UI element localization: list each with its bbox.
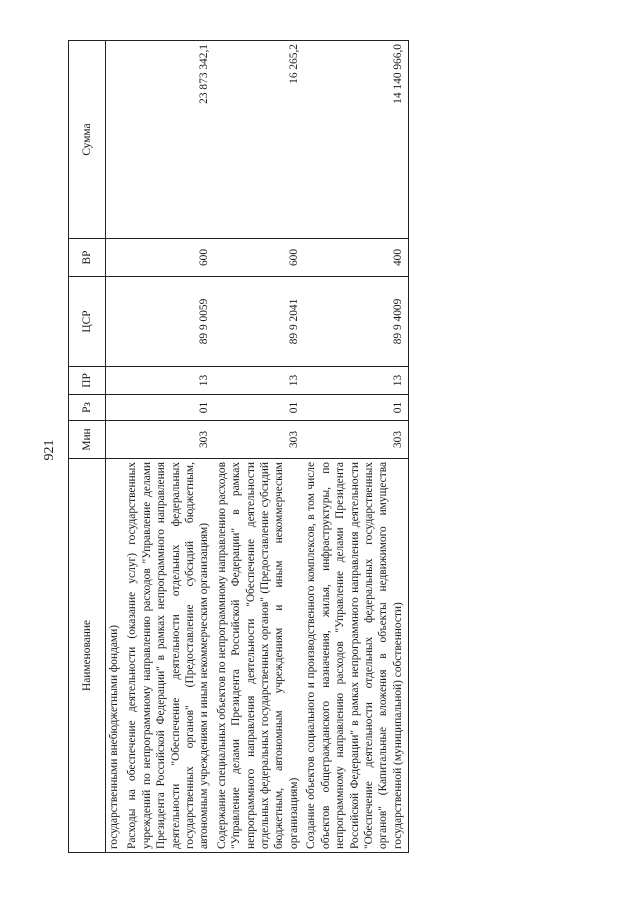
table-row xyxy=(304,41,408,853)
header-min: Мин xyxy=(69,421,106,459)
row-rz: 01 xyxy=(215,395,304,421)
row-pr: 13 xyxy=(304,367,408,395)
row-sum xyxy=(106,41,126,239)
header-row xyxy=(69,41,106,853)
row-sum: 23 873 342,1 xyxy=(125,41,214,239)
header-sum: Сумма xyxy=(69,41,106,239)
page-number: 921 xyxy=(42,439,57,461)
row-pr: 13 xyxy=(215,367,304,395)
header-vr: ВР xyxy=(69,239,106,277)
header-rz: Рз xyxy=(69,395,106,421)
row-csr: 89 9 2041 xyxy=(215,277,304,367)
row-min: 303 xyxy=(215,421,304,459)
row-name: Содержание специальных объектов по непрограммному направлению расходов "Управление делами Президента Российской Федерации" в рамках непрограммного направления деятельности "Обеспечение деятельности отдельных федеральных государственных органов" (Предоставление субсидий бюджетным, автономным учреждениям и иным некоммерческим организациям) xyxy=(215,459,304,853)
row-pr xyxy=(106,367,126,395)
table-row xyxy=(125,41,214,853)
row-rz xyxy=(106,395,126,421)
row-min: 303 xyxy=(125,421,214,459)
row-name: Расходы на обеспечение деятельности (оказание услуг) государственных учреждений по непрограммному направлению расходов "Управление делами Президента Российской Федерации" в рамках непрограммного направления деятельности "Обеспечение деятельности отдельных федеральных государственных органов" (Предоставление субсидий бюджетным, автономным учреждениям и иным некоммерческим организациям) xyxy=(125,459,214,853)
row-vr xyxy=(106,239,126,277)
row-rz: 01 xyxy=(125,395,214,421)
row-vr: 600 xyxy=(125,239,214,277)
row-csr: 89 9 4009 xyxy=(304,277,408,367)
row-sum: 14 140 966,0 xyxy=(304,41,408,239)
row-min xyxy=(106,421,126,459)
header-csr: ЦСР xyxy=(69,277,106,367)
row-csr: 89 9 0059 xyxy=(125,277,214,367)
row-vr: 400 xyxy=(304,239,408,277)
row-name: государственными внебюджетными фондами) xyxy=(106,459,126,853)
row-name: Создание объектов социального и производственного комплексов, в том числе объектов общегражданского назначения, жилья, инфраструктуры, по непрограммному направлению расходов "Управление делами Президента Российской Федерации" в рамках непрограммного направления деятельности "Обеспечение деятельности отдельных федеральных государственных органов" (Капитальные вложения в объекты недвижимого имущества государственной (муниципальной) собственности) xyxy=(304,459,408,853)
row-min: 303 xyxy=(304,421,408,459)
row-pr: 13 xyxy=(125,367,214,395)
table-row xyxy=(106,41,126,853)
row-sum: 16 265,2 xyxy=(215,41,304,239)
budget-table xyxy=(68,40,409,853)
row-vr: 600 xyxy=(215,239,304,277)
row-csr xyxy=(106,277,126,367)
header-name: Наименование xyxy=(69,459,106,853)
table-row xyxy=(215,41,304,853)
header-pr: ПР xyxy=(69,367,106,395)
row-rz: 01 xyxy=(304,395,408,421)
